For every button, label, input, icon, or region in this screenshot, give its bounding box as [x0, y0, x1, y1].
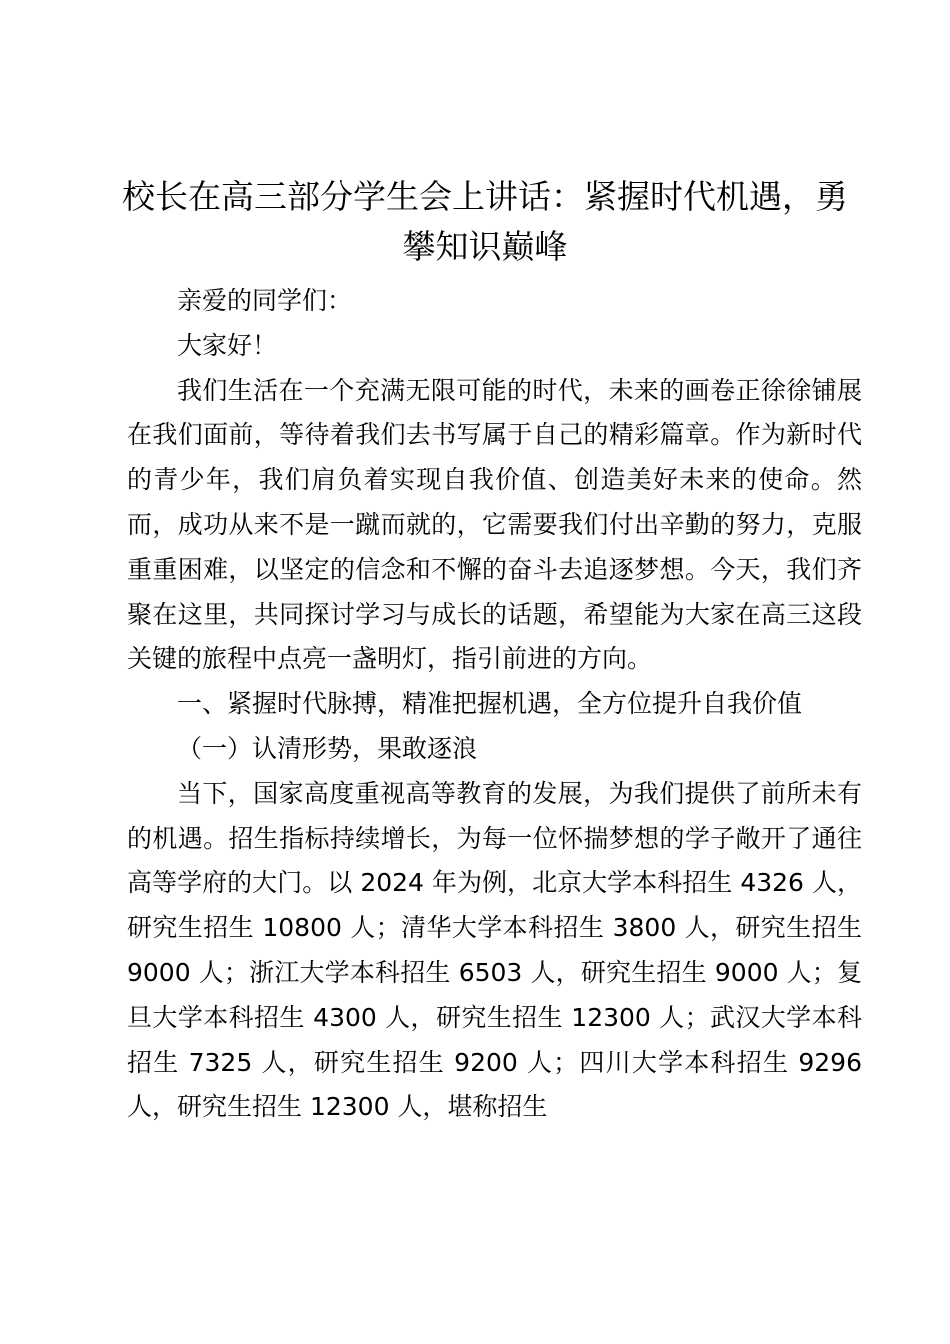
document-body: [127, 279, 862, 1130]
document-title: 校长在高三部分学生会上讲话：紧握时代机遇，勇攀知识巅峰: [122, 177, 848, 266]
section-1-heading: 一、紧握时代脉搏，精准把握机遇，全方位提升自我价值: [177, 689, 803, 719]
intro-paragraph: 我们生活在一个充满无限可能的时代，未来的画卷正徐徐铺展在我们面前，等待着我们去书写属于自己的精彩篇章。作为新时代的青少年，我们肩负着实现自我价值、创造美好未来的使命。然而，成功从来不是一蹴而就的，它需要我们付出辛勤的努力，克服重重困难，以坚定的信念和不懈的奋斗去追逐梦想。今天，我们齐聚在这里，共同探讨学习与成长的话题，希望能为大家在高三这段关键的旅程中点亮一盏明灯，指引前进的方向。: [127, 375, 862, 674]
salutation: 大家好！: [177, 330, 278, 360]
subsection-1-paragraph: 当下，国家高度重视高等教育的发展，为我们提供了前所未有的机遇。招生指标持续增长，为每一位怀揣梦想的学子敞开了通往高等学府的大门。以 2024 年为例，北京大学本科招生 4326 人，研究生招生 10800 人；清华大学本科招生 3800 人，研究生招生 9000 人；浙江大学本科招生 6503 人，研究生招生 9000 人；复旦大学本科招生 4300 人，研究生招生 12300 人；武汉大学本科招生 7325 人，研究生招生 9200 人；四川大学本科招生 9296 人，研究生招生 12300 人，堪称招生: [127, 778, 862, 1122]
greeting: 亲爱的同学们：: [177, 286, 353, 315]
subsection-1-heading: （一）认清形势，果敢逐浪: [177, 733, 478, 763]
